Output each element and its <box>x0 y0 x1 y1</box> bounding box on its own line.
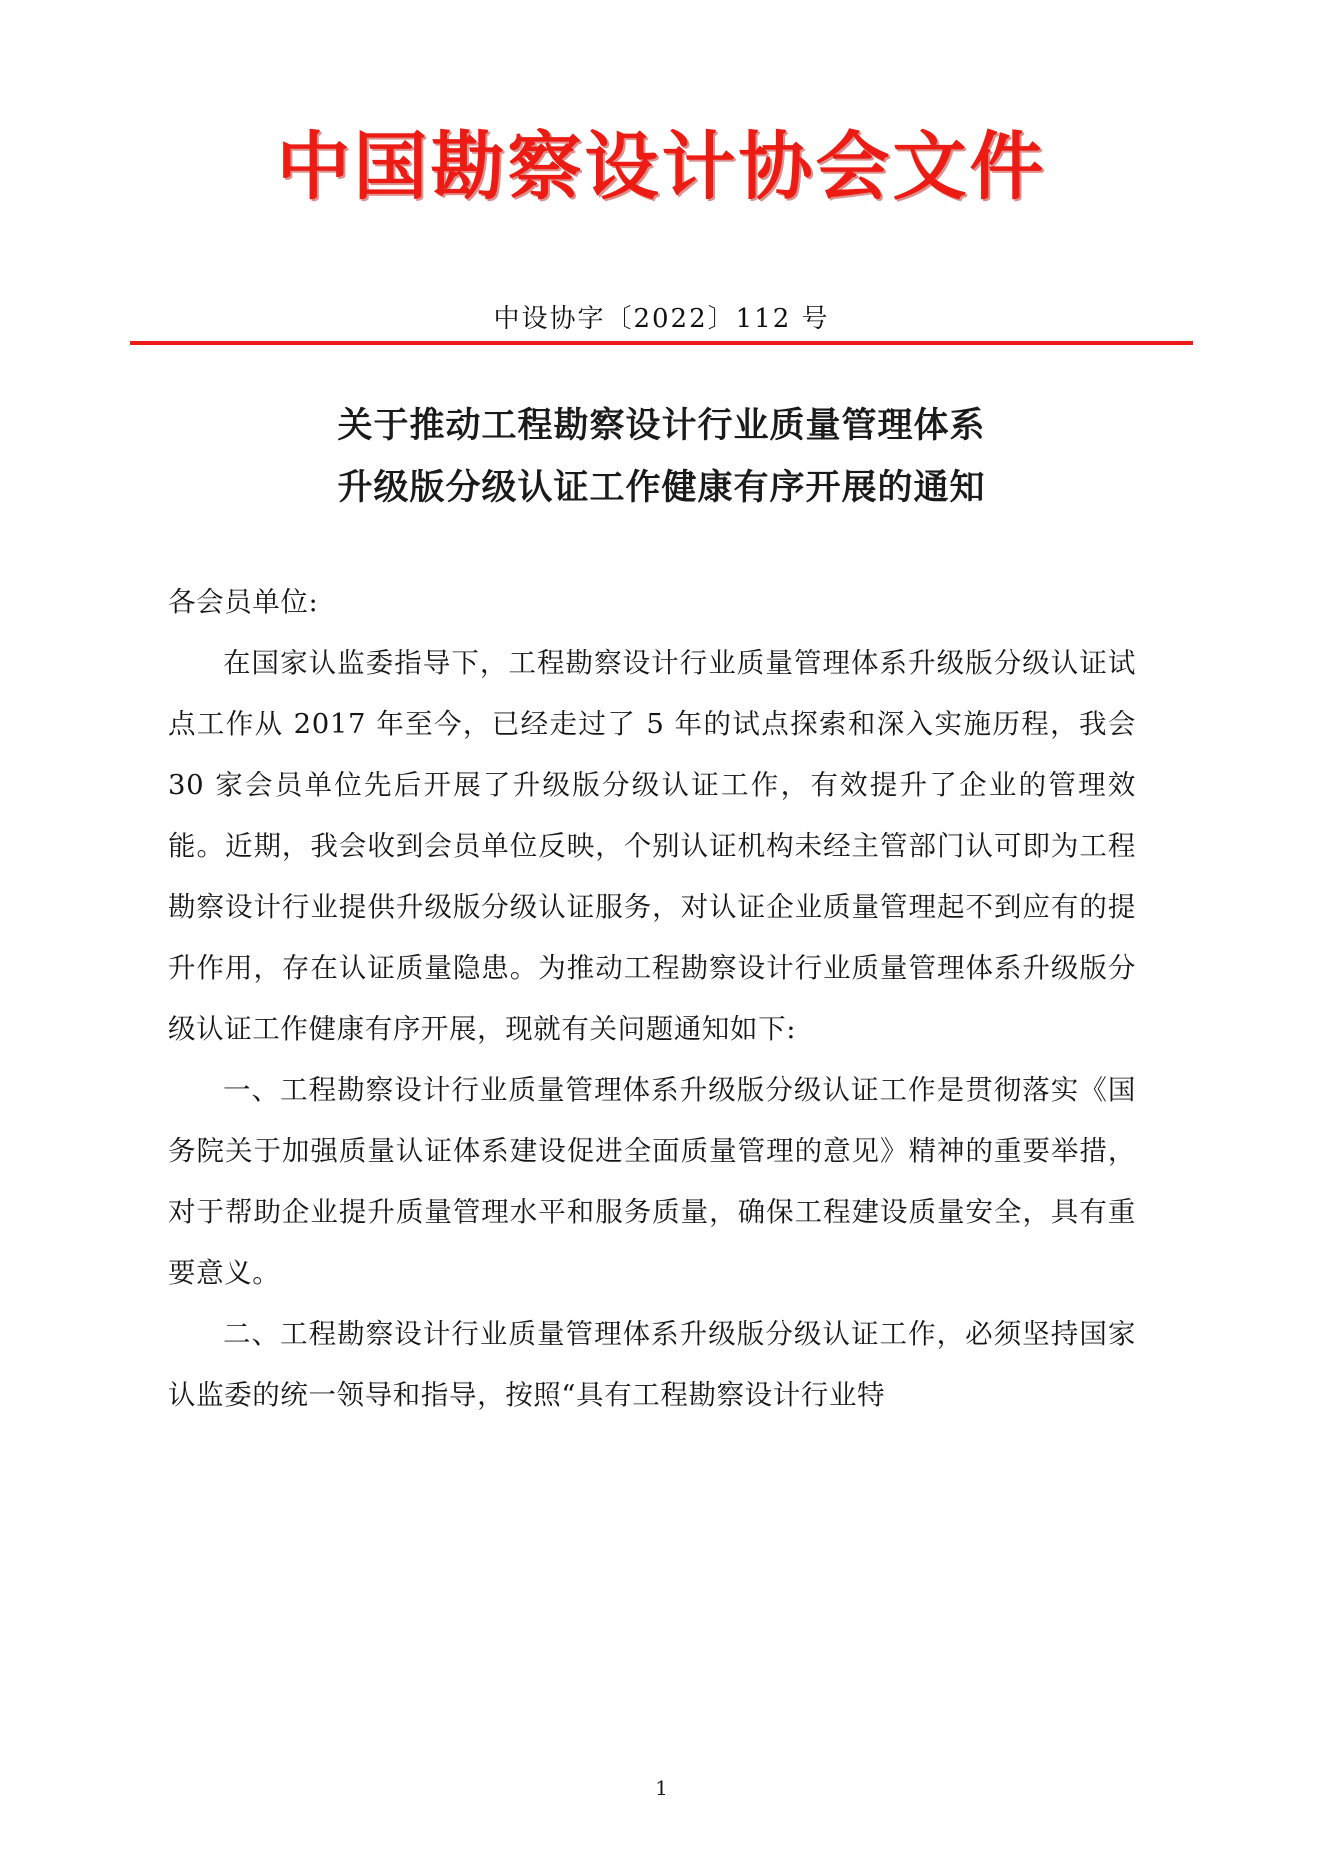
salutation: 各会员单位: <box>168 586 319 618</box>
document-number-row <box>0 298 1323 335</box>
body-paragraph-3: 二、工程勘察设计行业质量管理体系升级版分级认证工作，必须坚持国家认监委的统一领导和指导，按照“具有工程勘察设计行业特 <box>168 1318 1136 1411</box>
footer-page-number: 1 <box>655 1776 668 1800</box>
red-separator-rule <box>130 341 1193 345</box>
body-paragraph-1: 在国家认监委指导下，工程勘察设计行业质量管理体系升级版分级认证试点工作从 2017 年至今，已经走过了 5 年的试点探索和深入实施历程，我会 30 家会员单位先后开展了升级版分级认证工作，有效提升了企业的管理效能。近期，我会收到会员单位反映，个别认证机构未经主管部门认可即为工程勘察设计行业提供升级版分级认证服务，对认证企业质量管理起不到应有的提升作用，存在认证质量隐患。为推动工程勘察设计行业质量管理体系升级版分级认证工作健康有序开展，现就有关问题通知如下: <box>168 647 1146 1045</box>
body-paragraph-2: 一、工程勘察设计行业质量管理体系升级版分级认证工作是贯彻落实《国务院关于加强质量认证体系建设促进全面质量管理的意见》精神的重要举措，对于帮助企业提升质量管理水平和服务质量，确保工程建设质量安全，具有重要意义。 <box>168 1074 1136 1289</box>
masthead <box>0 124 1323 210</box>
page-title-line-2: 升级版分级认证工作健康有序开展的通知 <box>337 467 986 508</box>
page-title-line-1: 关于推动工程勘察设计行业质量管理体系 <box>337 405 986 446</box>
page-title <box>0 395 1323 519</box>
document-body <box>168 572 1146 1426</box>
issuing-organization-title: 中国勘察设计协会文件 <box>276 124 1047 210</box>
document-number: 中设协字〔2022〕112 号 <box>493 304 830 334</box>
